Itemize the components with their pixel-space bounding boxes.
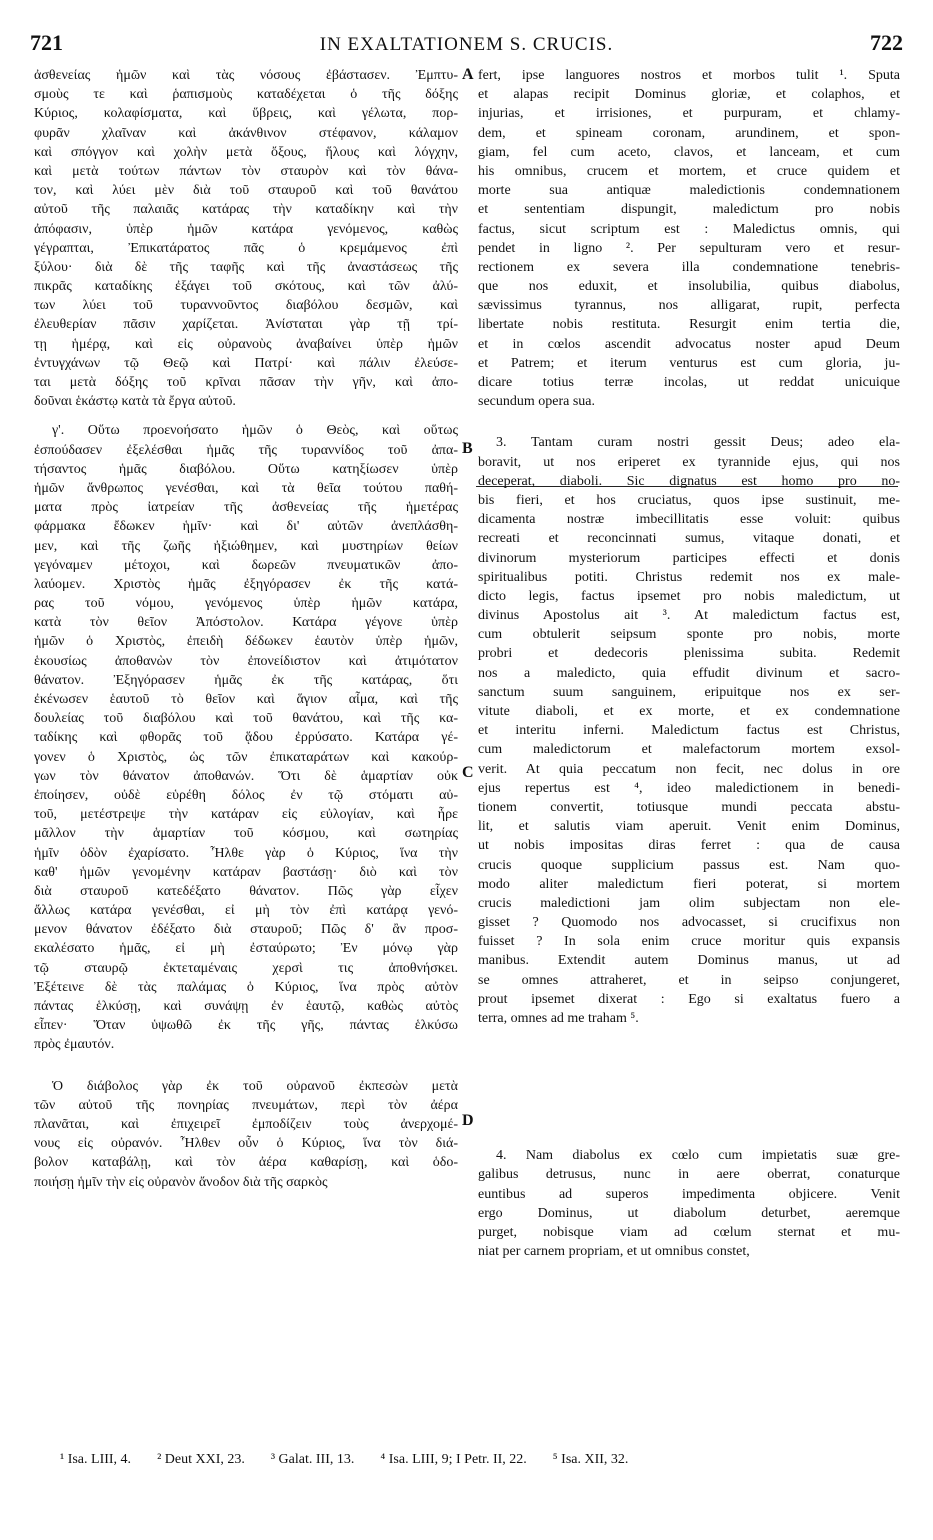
text-line: galibus detrusus, nunc in aere oberrat, conaturque bbox=[478, 1167, 900, 1183]
text-line: 4. Nam diabolus ex cœlo cum impietatis suæ gre- bbox=[496, 1148, 900, 1164]
text-line: δουλείας τοῦ διαβόλου καὶ τοῦ θανάτου, καὶ τῆς κα- bbox=[34, 711, 458, 727]
text-line: ποιήσῃ ἡμῖν τὴν εἰς οὐρανὸν ἄνοδον διὰ τῆς σαρκὸς bbox=[34, 1174, 328, 1190]
text-line: spiritualibus potiti. Christus redemit nos ex male- bbox=[478, 569, 900, 585]
text-line: ἐλευθερίαν πᾶσιν χαρίζεται. Ἀνίσταται γὰρ τῇ τρί- bbox=[34, 317, 458, 333]
text-line: 3. Tantam curam nostri gessit Deus; adeo ela- bbox=[496, 435, 900, 451]
text-line: γονεν ὁ Χριστὸς, ὡς τῶν ἐπικαταράτων καὶ κακούρ- bbox=[34, 749, 458, 765]
text-line: tionem convertit, totiusque mundi peccata abstu- bbox=[478, 799, 900, 815]
text-line: cum obtulerit seipsum sponte pro nobis, morte bbox=[478, 627, 900, 643]
text-line: libertate nobis restituta. Resurgit enim tertia die, bbox=[478, 317, 900, 333]
text-line: fuisset ? In sola enim cruce moritur quis expansis bbox=[478, 934, 900, 950]
text-line: μενον θάνατον ἐδέξατο διὰ σταυροῦ; Πῶς δ' ἂν προσ- bbox=[34, 922, 458, 938]
text-line: τον, καὶ λύει μὲν διὰ τοῦ σταυροῦ καὶ τοῦ θανάτου bbox=[34, 183, 458, 199]
text-line: ἐσπούδασεν ἐξελέσθαι ἡμᾶς τῆς τυραννίδος τοῦ ἀπα- bbox=[34, 442, 458, 458]
text-line: τοῦ, μετέστρεψε τὴν κατάραν εἰς εὐλογίαν, καὶ ἦρε bbox=[34, 807, 458, 823]
text-line: φάρμακα ἔδωκεν ἡμῖν· καὶ δι' αὐτῶν ἀνεπλάσθη- bbox=[34, 519, 458, 535]
text-line: que nos eduxit, et insolubilia, quibus diabolus, bbox=[478, 279, 900, 295]
text-line: γέγραπται, Ἐπικατάρατος πᾶς ὁ κρεμάμενος ἐπὶ bbox=[34, 240, 458, 256]
text-line: λαύομεν. Χριστὸς ἡμᾶς ἐξηγόρασεν ἐκ τῆς κατά- bbox=[34, 576, 458, 592]
margin-marker-c: C bbox=[462, 764, 474, 781]
latin-column bbox=[478, 66, 900, 1261]
text-line: et in cœlos ascendit advocatus noster apud Deum bbox=[478, 336, 900, 352]
text-line: morte sua antiquæ maledictionis condemnationem bbox=[478, 183, 900, 199]
text-line: modo aliter maledictum fieri poterat, si mortem bbox=[478, 876, 900, 892]
text-line: εκαλέσατο ἡμᾶς, εἰ μὴ ἐσταύρωτο; Ἐν μόνῳ γὰρ bbox=[34, 941, 458, 957]
text-line: ἐντυγχάνων τῷ Θεῷ καὶ Πατρί· καὶ πάλιν ἐλεύσε- bbox=[34, 355, 458, 371]
text-line: crucis quoque supplicium passus est. Nam quo- bbox=[478, 857, 900, 873]
margin-marker-a: A bbox=[462, 66, 474, 83]
text-line: et alapas recipit Dominus gloriæ, et colaphos, et bbox=[478, 87, 900, 103]
page-header bbox=[30, 30, 903, 60]
footnote: ³ Galat. III, 13. bbox=[270, 1452, 355, 1467]
margin-marker-b: B bbox=[462, 440, 473, 457]
text-line: ρας τοῦ νόμου, γενόμενος ὑπὲρ ἡμῶν κατάρα, bbox=[34, 596, 458, 612]
right-page-number: 722 bbox=[869, 30, 903, 55]
text-line: injurias, et irrisiones, et purpuram, et chlamy- bbox=[478, 106, 900, 122]
text-line: boravit, ut nos eriperet ex tyrannide ejus, qui nos bbox=[478, 454, 900, 470]
text-line: ἡμῶν ἄνθρωπος γενέσθαι, καὶ τὰ θεῖα τούτου παθή- bbox=[34, 480, 458, 496]
text-line: lit, et salutis viam aperuit. Venit enim Dominus, bbox=[478, 819, 900, 835]
text-line: τῃ ἡμέρᾳ, καὶ εἰς οὐρανοὺς ἀναβαίνει ὑπὲρ ἡμῶν bbox=[34, 336, 458, 352]
text-line: βολον καταβάλῃ, καὶ τὸν ἀέρα καθαρίσῃ, καὶ ὁδο- bbox=[34, 1155, 458, 1171]
text-line: secundum opera sua. bbox=[478, 394, 596, 410]
text-line: bis fieri, et hos cruciatus, quos ipse sustinuit, me- bbox=[478, 492, 900, 508]
text-line: γεγόναμεν μέτοχοι, καὶ δωρεῶν πνευματικῶν ἀπο- bbox=[34, 557, 458, 573]
text-line: et Patrem; et iterum venturus est cum gloria, ju- bbox=[478, 355, 900, 371]
text-line: fert, ipse languores nostros et morbos tulit ¹. Sputa bbox=[478, 68, 900, 83]
text-line: των λύει τοῦ τυραννοῦντος διαβόλου δεσμῶν, καὶ bbox=[34, 298, 458, 314]
text-line: divinus Apostolus ait ³. At maledictum factus est, bbox=[478, 608, 900, 624]
text-line: τῶν αὐτοῦ τῆς πονηρίας πνευμάτων, περὶ τὸν ἀέρα bbox=[34, 1097, 458, 1113]
text-line: sanctum suum sanguinem, eripuitque nos ex ser- bbox=[478, 684, 900, 700]
text-line: probri et dedecoris plenissima subita. Redemit bbox=[478, 646, 900, 662]
text-line: Ὁ διάβολος γὰρ ἐκ τοῦ οὐρανοῦ ἐκπεσὼν μετὰ bbox=[52, 1078, 458, 1094]
text-line: ἑκουσίως ἀποθανὼν τὸν ἐπονείδιστον καὶ ἀτιμότατον bbox=[34, 653, 458, 669]
footnote: ⁴ Isa. LIII, 9; I Petr. II, 22. bbox=[380, 1452, 527, 1467]
text-line: ut nobis impositas diras ferret : qua de causa bbox=[478, 838, 900, 854]
text-line: ματα πρὸς ἰατρείαν τῆς ἀσθενείας τῆς ἡμετέρας bbox=[34, 500, 458, 516]
footnote: ² Deut XXI, 23. bbox=[157, 1452, 245, 1467]
text-line: niat per carnem propriam, et ut omnibus constet, bbox=[478, 1244, 750, 1260]
text-line: ἄλλως κατάρα γενέσθαι, εἰ μὴ τὸν ἐπὶ κατάρᾳ γενό- bbox=[34, 903, 458, 919]
paragraph-gap bbox=[34, 411, 458, 421]
text-line: ἡμῶν ὁ Χριστὸς, ἐπειδὴ δέδωκεν ἑαυτὸν ὑπὲρ ἡμῶν, bbox=[34, 634, 458, 650]
paragraph-gap bbox=[478, 1028, 900, 1146]
footnotes bbox=[60, 1452, 893, 1468]
text-line: αὐτοῦ τῆς παλαιᾶς κατάρας τὴν καταδίκην καὶ τὴν bbox=[34, 202, 458, 218]
text-line: cum maledictorum et malefactorum mortem exsol- bbox=[478, 742, 900, 758]
text-line: recreati et reconcinnati sumus, vitaque donati, et bbox=[478, 531, 900, 547]
text-line: purget, nobisque viam ad cœlum sternat et mu- bbox=[478, 1224, 900, 1240]
text-line: ταδίκης καὶ φθορᾶς τοῦ ᾅδου ἐρρύσατο. Κατάρα γέ- bbox=[34, 730, 458, 746]
text-line: μᾶλλον τὴν ἁμαρτίαν τοῦ κόσμου, καὶ σωτηρίας bbox=[34, 826, 458, 842]
text-line: dicto legis, factus ipsemet pro nobis maledictum, ut bbox=[478, 588, 900, 604]
text-line: se omnes attraheret, et in seipso conjungeret, bbox=[478, 972, 900, 988]
text-line: verit. At quia peccatum non fecit, nec dolus in ore bbox=[478, 761, 900, 777]
text-line: divinorum mysteriorum participes effecti et donis bbox=[478, 550, 900, 566]
paragraph-gap bbox=[34, 1055, 458, 1077]
text-line: πλανᾶται, καὶ ἐπιχειρεῖ ἐμποδίζειν τοὺς ἀνερχομέ- bbox=[34, 1116, 458, 1132]
text-line: Ἐξέτεινε δὲ τὰς παλάμας ὁ Κύριος, ἵνα πρὸς αὐτὸν bbox=[34, 979, 458, 995]
text-line: ἀσθενείας ἡμῶν καὶ τὰς νόσους ἐβάστασεν. Ἐμπτυ- bbox=[34, 68, 458, 83]
text-line: καὶ μετὰ τούτων πάντων τὸν σταυρὸν καὶ τὸν θάνα- bbox=[34, 163, 458, 179]
text-line: his omnibus, crucem et mortem, et cruce quidem et bbox=[478, 163, 900, 179]
text-line: rectionem ex severa illa condemnatione tenebris- bbox=[478, 259, 900, 275]
text-line: gisset ? Quomodo nos advocasset, si crucifixus non bbox=[478, 915, 900, 931]
text-line: ergo Dominus, ut diabolum deturbet, aeremque bbox=[478, 1205, 900, 1221]
text-line: deceperat, diaboli. Sic dignatus est homo pro no- bbox=[478, 473, 900, 489]
text-line: καθ' ἡμῶν γενομένην κατάραν βαστάσῃ· διὸ καὶ τὸν bbox=[34, 864, 458, 880]
text-line: dicamenta nostræ imbecillitatis esse voluit: quibus bbox=[478, 512, 900, 528]
text-line: ται μετὰ δόξης τοῦ κρῖναι πᾶσαν τὴν γῆν, καὶ ἀπο- bbox=[34, 375, 458, 390]
text-line: διὰ σταυροῦ κατεδέξατο θάνατον. Πῶς γὰρ εἶχεν bbox=[34, 883, 458, 899]
text-line: ξύλου· διὰ δὲ τῆς ταφῆς καὶ τῆς ἀναστάσεως τῆς bbox=[34, 259, 458, 275]
text-line: giam, fel cum aceto, clavos, et lanceam, et cum bbox=[478, 144, 900, 160]
text-line: φυρᾶν χλαῖναν καὶ ἀκάνθινον στέφανον, κάλαμον bbox=[34, 125, 458, 141]
footnote: ¹ Isa. LIII, 4. bbox=[60, 1452, 132, 1467]
text-line: γ'. Οὕτω προενοήσατο ἡμῶν ὁ Θεὸς, καὶ οὕτως bbox=[52, 423, 458, 439]
text-line: τῷ σταυρῷ ἐκτεταμέναις χερσὶ τις ἀποθνήσκει. bbox=[34, 960, 458, 976]
text-line: pendet in ligno ². Per sepulturam vero et resur- bbox=[478, 240, 900, 256]
text-line: μεν, καὶ τῆς ζωῆς ἠξιώθημεν, καὶ μυστηρίων θείων bbox=[34, 538, 458, 554]
footnote: ⁵ Isa. XII, 32. bbox=[552, 1452, 629, 1467]
text-line: πικρᾶς καταδίκης ἐξάγει τοῦ σκότους, καὶ τῶν ἀλύ- bbox=[34, 279, 458, 295]
text-line: ἐποίησεν, οὐδὲ εὑρέθη δόλος ἐν τῷ στόματι αὐ- bbox=[34, 787, 458, 803]
text-line: ejus repertus est ⁴, ideo maledictionem in benedi- bbox=[478, 780, 900, 796]
paragraph-gap bbox=[478, 411, 900, 433]
text-line: ἡμῖν ὁδὸν ἐχαρίσατο. Ἦλθε γὰρ ὁ Κύριος, ἵνα τὴν bbox=[34, 845, 458, 861]
text-line: ἐκένωσεν ἑαυτοῦ τὸ θεῖον καὶ ἅγιον αἷμα, καὶ τῆς bbox=[34, 692, 458, 707]
text-line: dem, et spineam coronam, arundinem, et spon- bbox=[478, 125, 900, 141]
text-line: θάνατον. Ἐξηγόρασεν ἡμᾶς ἐκ τῆς κατάρας, ὅτι bbox=[34, 672, 458, 688]
text-line: κατὰ τὸν θεῖον Ἀπόστολον. Κατάρα γέγονε ὑπὲρ bbox=[34, 615, 458, 631]
left-page-number: 721 bbox=[30, 30, 63, 55]
text-line: terra, omnes ad me traham ⁵. bbox=[478, 1011, 639, 1026]
text-line: γων τὸν θάνατον ἀποθανών. Ὅτι δὲ ἁμαρτίαν οὐκ bbox=[34, 768, 458, 784]
running-title: IN EXALTATIONEM S. CRUCIS. bbox=[319, 34, 614, 55]
text-line: et sententiam dispungit, maledictum pro nobis bbox=[478, 202, 900, 218]
text-line: manibus. Extendit autem Dominus manus, ut ad bbox=[478, 953, 900, 969]
text-line: Κύριος, κολαφίσματα, καὶ ὕβρεις, καὶ γέλωτα, πορ- bbox=[34, 106, 458, 122]
text-line: factus, sicut scriptum est : Maledictus omnis, qui bbox=[478, 221, 900, 237]
text-line: et interitu inferni. Maledictum factus est Christus, bbox=[478, 723, 900, 739]
text-line: nos a maledicto, quia effudit divinum et sacro- bbox=[478, 665, 900, 681]
margin-marker-d: D bbox=[462, 1112, 474, 1129]
text-line: sævissimus tyrannus, nos alligarat, rupit, perfecta bbox=[478, 298, 900, 314]
text-line: dicare totius terræ incolas, ut reddat unicuique bbox=[478, 375, 900, 390]
text-line: τήσαντος ἡμᾶς διαβόλου. Οὕτω κατηξίωσεν ὑπὲρ bbox=[34, 461, 458, 477]
text-line: εἶπεν· Ὅταν ὑψωθῶ ἐκ τῆς γῆς, πάντας ἑλκύσω bbox=[34, 1018, 458, 1034]
greek-column bbox=[34, 66, 458, 1192]
text-line: νους εἰς οὐρανόν. Ἦλθεν οὖν ὁ Κύριος, ἵνα τὸν διά- bbox=[34, 1136, 458, 1152]
text-line: πρὸς ἐμαυτόν. bbox=[34, 1037, 115, 1053]
text-line: σμοὺς τε καὶ ῥαπισμοὺς καταδέχεται ὁ τῆς δόξης bbox=[34, 87, 458, 103]
text-line: δοῦναι ἑκάστῳ κατὰ τὰ ἔργα αὐτοῦ. bbox=[34, 394, 236, 410]
text-line: prout ipsemet dixerat : Ego si exaltatus fuero a bbox=[478, 991, 900, 1007]
text-line: καὶ σπόγγον καὶ χολὴν μετὰ ὄξους, ἥλους καὶ λόγχην, bbox=[34, 144, 458, 160]
text-line: crucis maledictioni jam olim subjectam non ele- bbox=[478, 895, 900, 911]
text-line: πάντας ἑλκύσῃ, καὶ συνάψῃ ἐν ἑαυτῷ, καθὼς αὐτὸς bbox=[34, 999, 458, 1014]
text-line: ἀπόφασιν, ὑπὲρ ἡμῶν κατάρα γενόμενος, καθὼς bbox=[34, 221, 458, 237]
text-line: euntibus ad superos impedimenta objicere. Venit bbox=[478, 1186, 900, 1202]
text-line: vitute diaboli, et ex morte, et ex condemnatione bbox=[478, 704, 900, 719]
